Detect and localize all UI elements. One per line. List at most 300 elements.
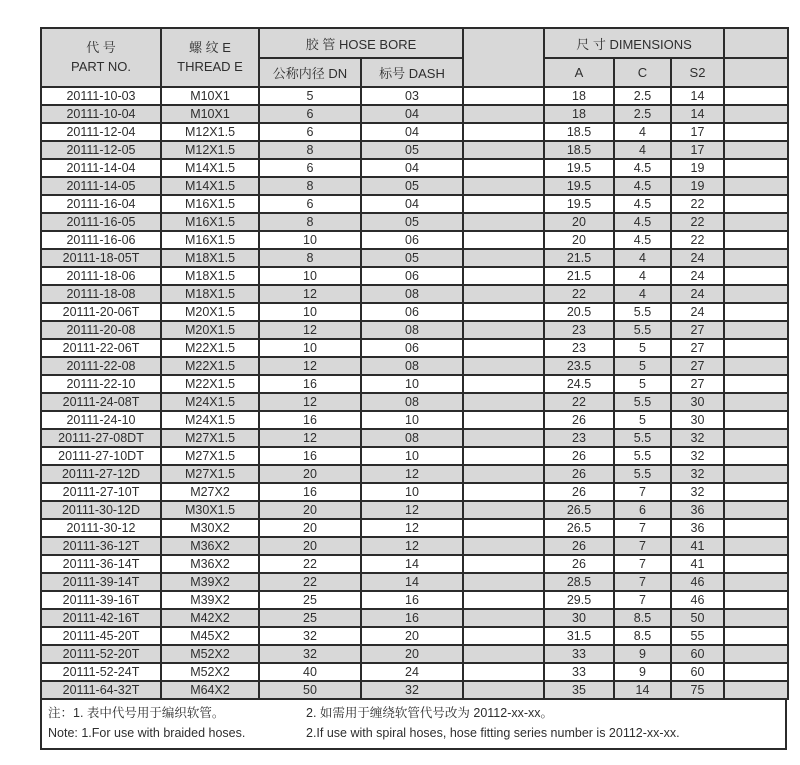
cell-a: 29.5: [544, 591, 614, 609]
empty-cell: [463, 447, 544, 465]
empty-cell: [724, 645, 788, 663]
cell-dn: 16: [259, 447, 361, 465]
cell-s2: 32: [671, 483, 724, 501]
cell-s2: 17: [671, 123, 724, 141]
cell-thread: M12X1.5: [161, 141, 259, 159]
cell-part_no: 20111-64-32T: [41, 681, 161, 699]
cell-dn: 20: [259, 501, 361, 519]
cell-s2: 19: [671, 177, 724, 195]
cell-dn: 25: [259, 609, 361, 627]
table-row: [41, 357, 788, 375]
cell-dn: 12: [259, 429, 361, 447]
cell-dash: 12: [361, 537, 463, 555]
cell-s2: 24: [671, 267, 724, 285]
cell-c: 4: [614, 141, 671, 159]
cell-a: 23: [544, 429, 614, 447]
cell-dn: 20: [259, 465, 361, 483]
table-row: [41, 231, 788, 249]
cell-thread: M20X1.5: [161, 321, 259, 339]
cell-part_no: 20111-39-14T: [41, 573, 161, 591]
header-part-no-cn: 代 号: [86, 39, 116, 55]
cell-a: 21.5: [544, 267, 614, 285]
cell-part_no: 20111-27-12D: [41, 465, 161, 483]
cell-c: 5.5: [614, 321, 671, 339]
table-row: [41, 123, 788, 141]
cell-part_no: 20111-52-20T: [41, 645, 161, 663]
cell-dash: 05: [361, 141, 463, 159]
empty-cell: [463, 105, 544, 123]
cell-a: 24.5: [544, 375, 614, 393]
cell-part_no: 20111-22-06T: [41, 339, 161, 357]
table-row: [41, 159, 788, 177]
cell-s2: 24: [671, 303, 724, 321]
cell-thread: M45X2: [161, 627, 259, 645]
empty-cell: [724, 285, 788, 303]
cell-dash: 08: [361, 321, 463, 339]
empty-cell: [463, 465, 544, 483]
cell-a: 26.5: [544, 501, 614, 519]
empty-cell: [724, 465, 788, 483]
empty-cell: [463, 87, 544, 105]
cell-dn: 12: [259, 321, 361, 339]
cell-a: 18: [544, 87, 614, 105]
cell-thread: M24X1.5: [161, 393, 259, 411]
cell-s2: 22: [671, 213, 724, 231]
cell-a: 26: [544, 537, 614, 555]
spec-table-wrap: [40, 27, 787, 750]
table-row: [41, 555, 788, 573]
note-en-2: 2.If use with spiral hoses, hose fitting series number is 20112-xx-xx.: [306, 726, 680, 740]
cell-c: 8.5: [614, 627, 671, 645]
empty-cell: [463, 663, 544, 681]
cell-dn: 22: [259, 573, 361, 591]
empty-cell: [724, 141, 788, 159]
cell-s2: 27: [671, 321, 724, 339]
table-header: [41, 28, 788, 87]
empty-cell: [724, 519, 788, 537]
cell-s2: 36: [671, 519, 724, 537]
cell-c: 5: [614, 411, 671, 429]
table-row: [41, 501, 788, 519]
cell-dn: 32: [259, 645, 361, 663]
cell-part_no: 20111-10-03: [41, 87, 161, 105]
cell-dn: 8: [259, 213, 361, 231]
cell-part_no: 20111-14-04: [41, 159, 161, 177]
table-row: [41, 609, 788, 627]
cell-thread: M10X1: [161, 87, 259, 105]
cell-dn: 10: [259, 267, 361, 285]
cell-a: 30: [544, 609, 614, 627]
cell-s2: 32: [671, 465, 724, 483]
cell-s2: 75: [671, 681, 724, 699]
empty-cell: [463, 141, 544, 159]
empty-cell: [463, 159, 544, 177]
cell-dn: 10: [259, 339, 361, 357]
cell-c: 2.5: [614, 105, 671, 123]
cell-dash: 16: [361, 609, 463, 627]
cell-s2: 22: [671, 195, 724, 213]
cell-dash: 24: [361, 663, 463, 681]
cell-s2: 30: [671, 411, 724, 429]
cell-a: 26: [544, 483, 614, 501]
table-row: [41, 537, 788, 555]
cell-part_no: 20111-12-05: [41, 141, 161, 159]
empty-cell: [724, 483, 788, 501]
empty-cell: [463, 249, 544, 267]
cell-dn: 16: [259, 411, 361, 429]
note-cn-1: 注：1. 表中代号用于编织软管。: [48, 706, 225, 720]
empty-cell: [463, 411, 544, 429]
cell-a: 23.5: [544, 357, 614, 375]
cell-c: 7: [614, 519, 671, 537]
cell-part_no: 20111-18-05T: [41, 249, 161, 267]
cell-dash: 04: [361, 105, 463, 123]
empty-cell: [724, 393, 788, 411]
cell-dash: 08: [361, 393, 463, 411]
cell-part_no: 20111-27-08DT: [41, 429, 161, 447]
cell-dash: 03: [361, 87, 463, 105]
cell-dash: 20: [361, 627, 463, 645]
empty-cell: [724, 267, 788, 285]
cell-thread: M10X1: [161, 105, 259, 123]
cell-s2: 14: [671, 87, 724, 105]
cell-c: 9: [614, 645, 671, 663]
cell-thread: M27X2: [161, 483, 259, 501]
cell-c: 7: [614, 591, 671, 609]
table-row: [41, 681, 788, 699]
cell-dash: 14: [361, 555, 463, 573]
cell-a: 19.5: [544, 159, 614, 177]
empty-cell: [724, 321, 788, 339]
table-row: [41, 465, 788, 483]
cell-part_no: 20111-27-10DT: [41, 447, 161, 465]
cell-thread: M16X1.5: [161, 195, 259, 213]
cell-c: 7: [614, 555, 671, 573]
cell-part_no: 20111-20-08: [41, 321, 161, 339]
cell-dash: 05: [361, 213, 463, 231]
table-body: [41, 87, 788, 699]
cell-c: 7: [614, 483, 671, 501]
empty-cell: [724, 177, 788, 195]
cell-s2: 19: [671, 159, 724, 177]
cell-s2: 46: [671, 591, 724, 609]
empty-cell: [724, 555, 788, 573]
header-thread-en: THREAD E: [177, 58, 243, 74]
cell-thread: M42X2: [161, 609, 259, 627]
cell-c: 7: [614, 573, 671, 591]
cell-dash: 06: [361, 303, 463, 321]
cell-dash: 06: [361, 267, 463, 285]
cell-a: 26: [544, 555, 614, 573]
empty-cell: [724, 501, 788, 519]
table-row: [41, 429, 788, 447]
cell-c: 5: [614, 375, 671, 393]
cell-dn: 20: [259, 519, 361, 537]
cell-part_no: 20111-18-06: [41, 267, 161, 285]
cell-c: 5.5: [614, 447, 671, 465]
cell-thread: M27X1.5: [161, 429, 259, 447]
cell-dash: 32: [361, 681, 463, 699]
cell-thread: M64X2: [161, 681, 259, 699]
cell-a: 23: [544, 339, 614, 357]
cell-dn: 6: [259, 159, 361, 177]
cell-dn: 6: [259, 195, 361, 213]
cell-thread: M30X2: [161, 519, 259, 537]
cell-dash: 06: [361, 339, 463, 357]
cell-dash: 04: [361, 195, 463, 213]
cell-c: 4: [614, 267, 671, 285]
empty-cell: [724, 681, 788, 699]
table-row: [41, 645, 788, 663]
cell-dn: 25: [259, 591, 361, 609]
cell-thread: M18X1.5: [161, 267, 259, 285]
cell-part_no: 20111-22-10: [41, 375, 161, 393]
empty-cell: [724, 447, 788, 465]
cell-c: 4: [614, 249, 671, 267]
empty-cell: [724, 663, 788, 681]
cell-dash: 06: [361, 231, 463, 249]
cell-c: 4.5: [614, 195, 671, 213]
cell-dn: 6: [259, 105, 361, 123]
cell-c: 5: [614, 339, 671, 357]
notes-box: [40, 700, 787, 750]
cell-dash: 10: [361, 447, 463, 465]
cell-a: 22: [544, 393, 614, 411]
empty-cell: [463, 429, 544, 447]
empty-cell: [724, 429, 788, 447]
table-row: [41, 267, 788, 285]
cell-dash: 10: [361, 375, 463, 393]
cell-s2: 60: [671, 663, 724, 681]
empty-cell: [463, 681, 544, 699]
cell-thread: M20X1.5: [161, 303, 259, 321]
cell-a: 26.5: [544, 519, 614, 537]
cell-a: 35: [544, 681, 614, 699]
empty-cell: [463, 375, 544, 393]
cell-part_no: 20111-12-04: [41, 123, 161, 141]
cell-a: 18.5: [544, 123, 614, 141]
note-line-cn: [48, 703, 781, 723]
header-dash: 标号 DASH: [361, 58, 463, 87]
cell-dash: 04: [361, 159, 463, 177]
cell-a: 18: [544, 105, 614, 123]
cell-a: 26: [544, 447, 614, 465]
empty-cell: [724, 339, 788, 357]
cell-dash: 05: [361, 249, 463, 267]
cell-part_no: 20111-36-12T: [41, 537, 161, 555]
cell-thread: M14X1.5: [161, 159, 259, 177]
cell-s2: 60: [671, 645, 724, 663]
table-row: [41, 213, 788, 231]
header-empty-right-top: [724, 28, 788, 58]
cell-dash: 05: [361, 177, 463, 195]
cell-part_no: 20111-30-12D: [41, 501, 161, 519]
cell-dn: 12: [259, 285, 361, 303]
empty-cell: [463, 321, 544, 339]
empty-cell: [463, 591, 544, 609]
cell-a: 20.5: [544, 303, 614, 321]
cell-dash: 10: [361, 483, 463, 501]
empty-cell: [724, 591, 788, 609]
cell-thread: M30X1.5: [161, 501, 259, 519]
empty-cell: [724, 609, 788, 627]
cell-part_no: 20111-24-10: [41, 411, 161, 429]
cell-c: 5.5: [614, 303, 671, 321]
cell-s2: 27: [671, 357, 724, 375]
cell-dash: 12: [361, 519, 463, 537]
cell-thread: M24X1.5: [161, 411, 259, 429]
cell-a: 18.5: [544, 141, 614, 159]
cell-part_no: 20111-52-24T: [41, 663, 161, 681]
header-dim-a: A: [544, 58, 614, 87]
cell-dn: 12: [259, 357, 361, 375]
empty-cell: [724, 195, 788, 213]
cell-part_no: 20111-14-05: [41, 177, 161, 195]
cell-part_no: 20111-27-10T: [41, 483, 161, 501]
cell-dash: 12: [361, 465, 463, 483]
cell-dash: 14: [361, 573, 463, 591]
cell-thread: M18X1.5: [161, 285, 259, 303]
cell-a: 26: [544, 411, 614, 429]
cell-dn: 22: [259, 555, 361, 573]
cell-s2: 27: [671, 375, 724, 393]
cell-thread: M36X2: [161, 537, 259, 555]
cell-a: 19.5: [544, 177, 614, 195]
cell-s2: 55: [671, 627, 724, 645]
cell-c: 8.5: [614, 609, 671, 627]
header-part-no: [41, 28, 161, 87]
table-row: [41, 573, 788, 591]
table-row: [41, 303, 788, 321]
empty-cell: [463, 645, 544, 663]
cell-thread: M52X2: [161, 663, 259, 681]
cell-part_no: 20111-16-06: [41, 231, 161, 249]
cell-dn: 40: [259, 663, 361, 681]
table-row: [41, 375, 788, 393]
cell-thread: M52X2: [161, 645, 259, 663]
table-row: [41, 447, 788, 465]
cell-dash: 04: [361, 123, 463, 141]
cell-a: 33: [544, 663, 614, 681]
empty-cell: [463, 537, 544, 555]
cell-thread: M27X1.5: [161, 447, 259, 465]
cell-c: 4.5: [614, 231, 671, 249]
cell-c: 14: [614, 681, 671, 699]
header-dn: 公称内径 DN: [259, 58, 361, 87]
empty-cell: [724, 87, 788, 105]
empty-cell: [463, 519, 544, 537]
empty-cell: [463, 501, 544, 519]
cell-thread: M22X1.5: [161, 375, 259, 393]
cell-dn: 6: [259, 123, 361, 141]
cell-s2: 32: [671, 447, 724, 465]
cell-thread: M36X2: [161, 555, 259, 573]
cell-thread: M18X1.5: [161, 249, 259, 267]
cell-s2: 41: [671, 555, 724, 573]
cell-part_no: 20111-39-16T: [41, 591, 161, 609]
cell-s2: 46: [671, 573, 724, 591]
cell-c: 7: [614, 537, 671, 555]
cell-dn: 50: [259, 681, 361, 699]
empty-cell: [463, 195, 544, 213]
table-row: [41, 105, 788, 123]
note-en-1: Note: 1.For use with braided hoses.: [48, 726, 246, 740]
empty-cell: [463, 393, 544, 411]
cell-dn: 16: [259, 483, 361, 501]
empty-cell: [463, 285, 544, 303]
cell-part_no: 20111-18-08: [41, 285, 161, 303]
empty-cell: [463, 267, 544, 285]
cell-dn: 10: [259, 303, 361, 321]
cell-a: 20: [544, 231, 614, 249]
cell-s2: 14: [671, 105, 724, 123]
table-row: [41, 411, 788, 429]
cell-a: 26: [544, 465, 614, 483]
cell-dn: 8: [259, 177, 361, 195]
cell-dash: 08: [361, 429, 463, 447]
cell-part_no: 20111-20-06T: [41, 303, 161, 321]
cell-thread: M12X1.5: [161, 123, 259, 141]
empty-cell: [463, 357, 544, 375]
table-row: [41, 87, 788, 105]
empty-cell: [463, 573, 544, 591]
empty-cell: [724, 105, 788, 123]
cell-part_no: 20111-10-04: [41, 105, 161, 123]
empty-cell: [463, 213, 544, 231]
empty-cell: [724, 537, 788, 555]
cell-c: 4.5: [614, 177, 671, 195]
table-row: [41, 195, 788, 213]
empty-cell: [463, 555, 544, 573]
cell-a: 33: [544, 645, 614, 663]
cell-c: 9: [614, 663, 671, 681]
cell-dn: 16: [259, 375, 361, 393]
cell-a: 22: [544, 285, 614, 303]
cell-c: 5.5: [614, 393, 671, 411]
empty-cell: [724, 573, 788, 591]
note-line-en: [48, 723, 781, 743]
cell-dash: 08: [361, 357, 463, 375]
cell-dash: 20: [361, 645, 463, 663]
cell-a: 28.5: [544, 573, 614, 591]
empty-cell: [463, 483, 544, 501]
table-row: [41, 177, 788, 195]
table-row: [41, 663, 788, 681]
table-row: [41, 483, 788, 501]
cell-s2: 41: [671, 537, 724, 555]
empty-cell: [724, 411, 788, 429]
cell-s2: 50: [671, 609, 724, 627]
cell-c: 5.5: [614, 429, 671, 447]
cell-s2: 22: [671, 231, 724, 249]
cell-c: 6: [614, 501, 671, 519]
table-row: [41, 393, 788, 411]
table-row: [41, 249, 788, 267]
empty-cell: [463, 303, 544, 321]
table-row: [41, 339, 788, 357]
header-thread-cn: 螺 纹 E: [189, 39, 231, 55]
cell-part_no: 20111-22-08: [41, 357, 161, 375]
table-row: [41, 321, 788, 339]
cell-dash: 10: [361, 411, 463, 429]
cell-part_no: 20111-45-20T: [41, 627, 161, 645]
cell-dash: 12: [361, 501, 463, 519]
empty-cell: [463, 609, 544, 627]
header-thread: [161, 28, 259, 87]
cell-dash: 16: [361, 591, 463, 609]
header-group-dimensions: 尺 寸 DIMENSIONS: [544, 28, 724, 58]
cell-c: 2.5: [614, 87, 671, 105]
